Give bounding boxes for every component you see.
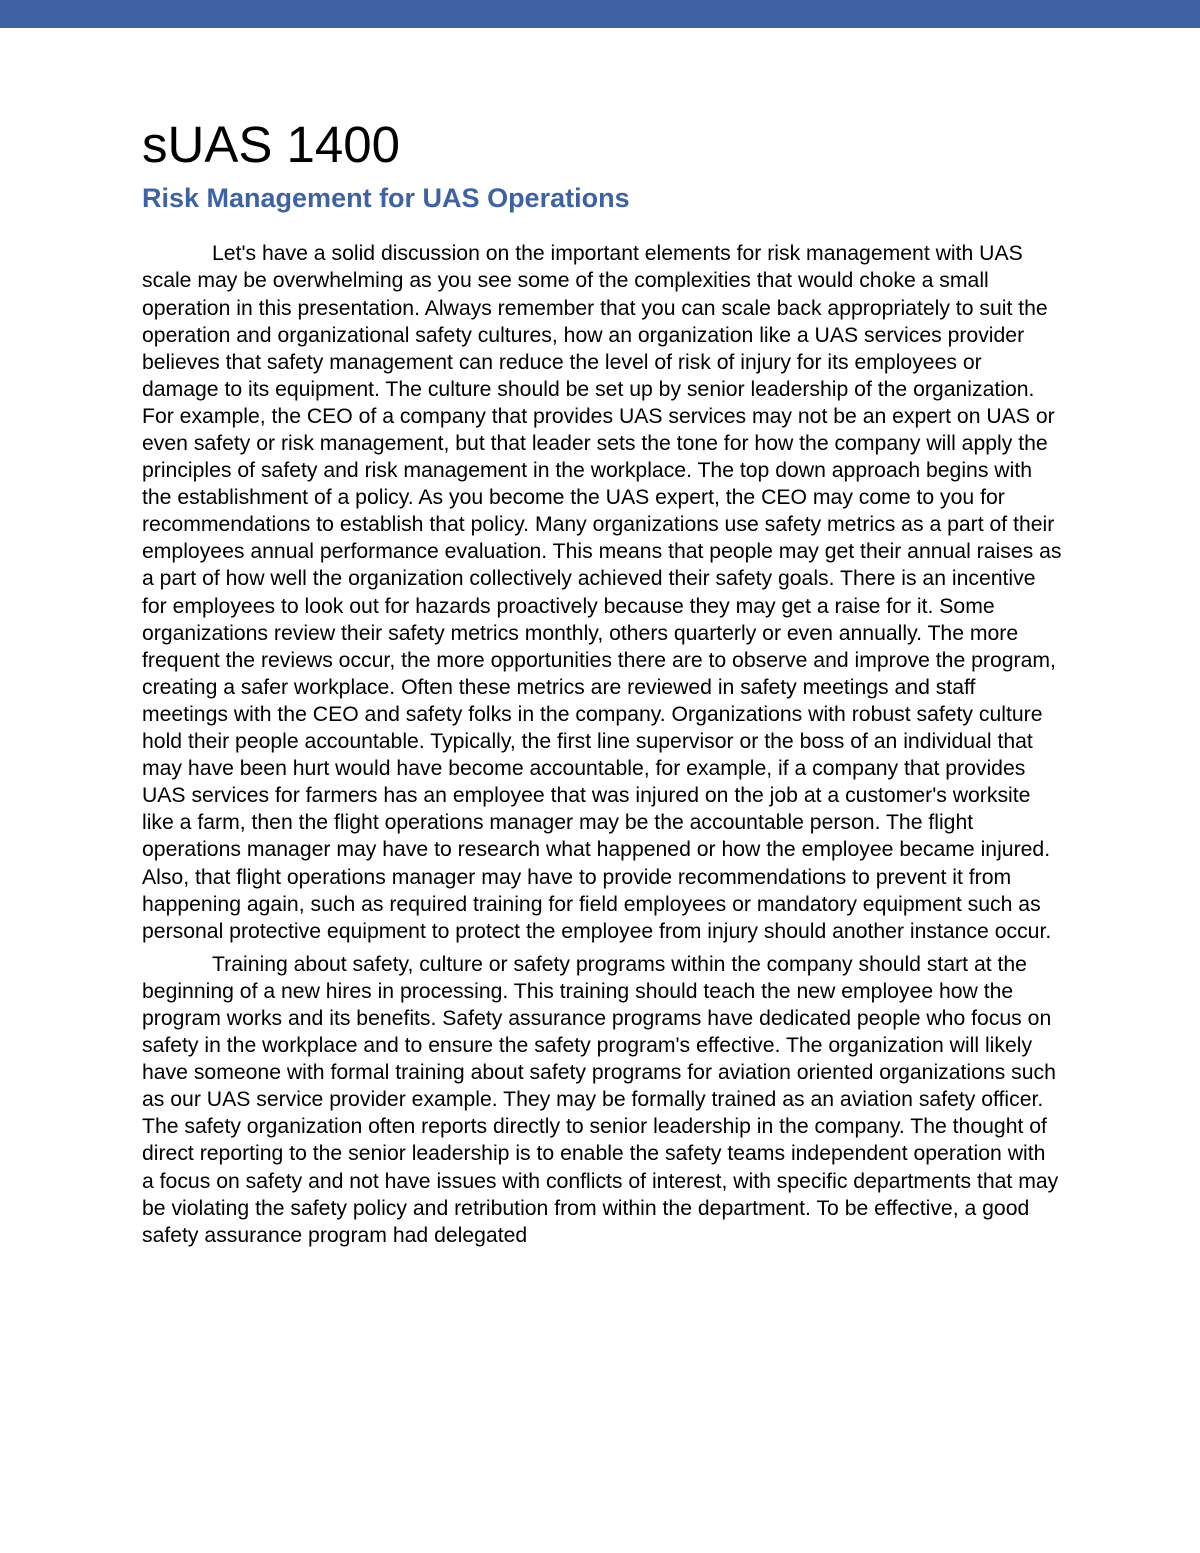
body-paragraph: Training about safety, culture or safety programs within the company should start at the beginning of a new hires in processing. This training should teach the new employee how the program works and its benefits. Safety assurance programs have dedicated people who focus on safety in the workplace and to ensure the safety program's effective. The organization will likely have someone with formal training about safety programs for aviation oriented organizations such as our UAS service provider example. They may be formally trained as an aviation safety officer. The safety organization often reports directly to senior leadership in the company. The thought of direct reporting to the senior leadership is to enable the safety teams independent operation with a focus on safety and not have issues with conflicts of interest, with specific departments that may be violating the safety policy and retribution from within the department. To be effective, a good safety assurance program had delegated	[142, 952, 1059, 1247]
document-content	[142, 112, 1062, 1255]
document-title: sUAS 1400	[142, 116, 400, 173]
document-subtitle: Risk Management for UAS Operations	[142, 183, 630, 214]
document-body	[142, 240, 1062, 1248]
header-accent-bar	[0, 0, 1200, 28]
body-paragraph: Let's have a solid discussion on the important elements for risk management with UAS scale may be overwhelming as you see some of the complexities that would choke a small operation in this presentation. Always remember that you can scale back appropriately to suit the operation and organizational safety cultures, how an organization like a UAS services provider believes that safety management can reduce the level of risk of injury for its employees or damage to its equipment. The culture should be set up by senior leadership of the organization. For example, the CEO of a company that provides UAS services may not be an expert on UAS or even safety or risk management, but that leader sets the tone for how the company will apply the principles of safety and risk management in the workplace. The top down approach begins with the establishment of a policy. As you become the UAS expert, the CEO may come to you for recommendations to establish that policy. Many organizations use safety metrics as a part of their employees annual performance evaluation. This means that people may get their annual raises as a part of how well the organization collectively achieved their safety goals. There is an incentive for employees to look out for hazards proactively because they may get a raise for it. Some organizations review their safety metrics monthly, others quarterly or even annually. The more frequent the reviews occur, the more opportunities there are to observe and improve the program, creating a safer workplace. Often these metrics are reviewed in safety meetings and staff meetings with the CEO and safety folks in the company. Organizations with robust safety culture hold their people accountable. Typically, the first line supervisor or the boss of an individual that may have been hurt would have become accountable, for example, if a company that provides UAS services for farmers has an employee that was injured on the job at a customer's worksite like a farm, then the flight operations manager may be the accountable person. The flight operations manager may have to research what happened or how the employee became injured. Also, that flight operations manager may have to provide recommendations to prevent it from happening again, such as required training for field employees or mandatory equipment such as personal protective equipment to protect the employee from injury should another instance occur.	[142, 242, 1062, 943]
